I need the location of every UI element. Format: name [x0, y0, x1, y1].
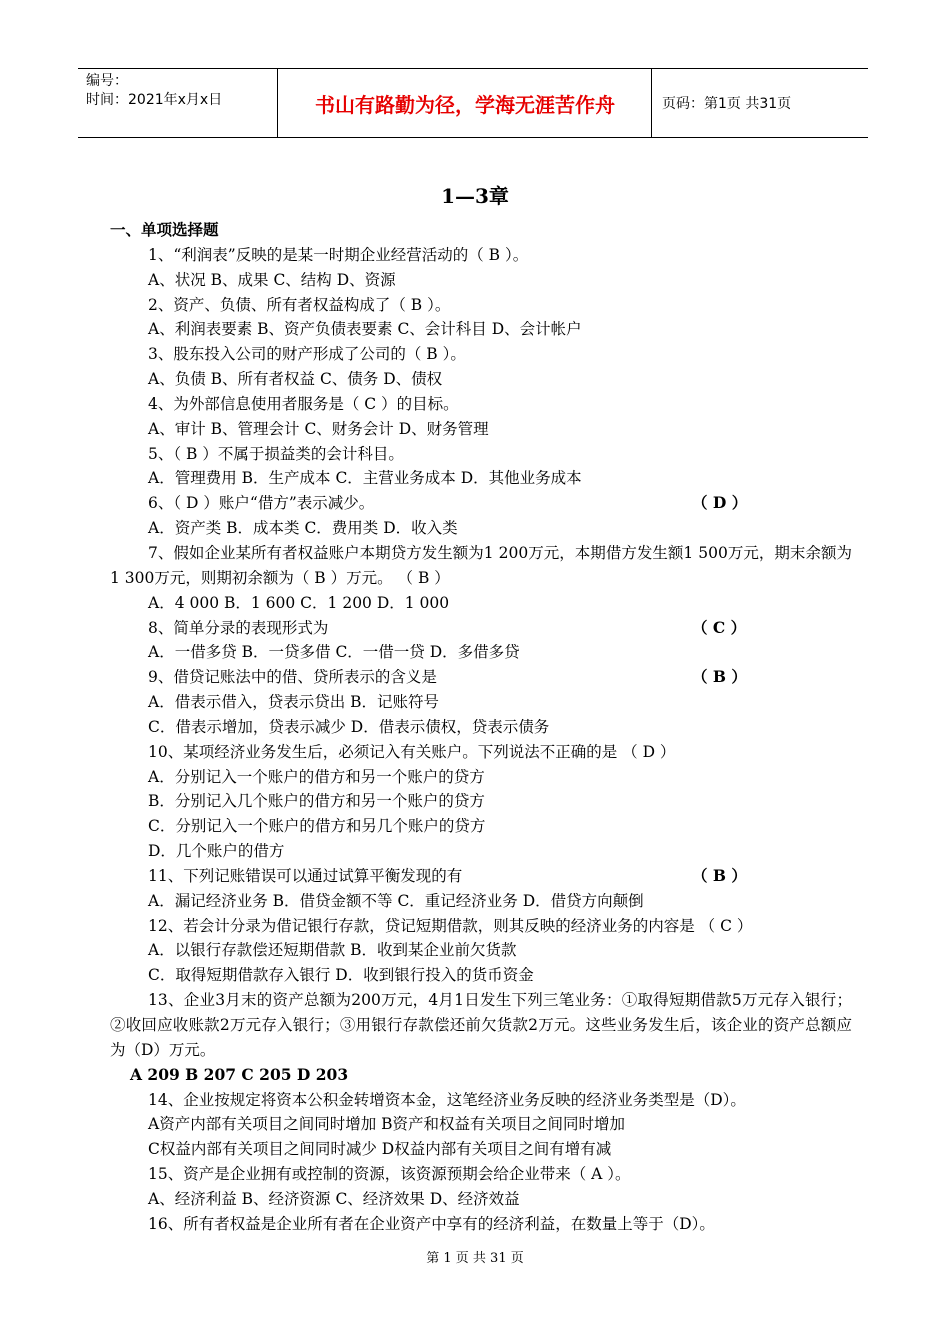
text-line — [110, 963, 852, 988]
line-text: 6、（ D ）账户“借方”表示减少。 — [148, 494, 375, 513]
text-line — [110, 690, 852, 715]
text-line — [110, 243, 852, 268]
answer-bracket: （ B ） — [692, 667, 747, 687]
line-text: A、负债 B、所有者权益 C、债务 D、债权 — [148, 370, 443, 389]
text-line — [110, 616, 852, 641]
line-text: 10、某项经济业务发生后，必须记入有关账户。下列说法不正确的是 （ D ） — [148, 742, 676, 761]
text-line — [110, 1187, 852, 1212]
text-line — [110, 1063, 852, 1088]
line-text: A．管理费用 B．生产成本 C．主营业务成本 D．其他业务成本 — [148, 469, 582, 488]
line-text: A．以银行存款偿还短期借款 B．收到某企业前欠货款 — [148, 941, 517, 960]
text-line — [110, 417, 852, 442]
text-line — [110, 268, 852, 293]
text-line — [110, 715, 852, 740]
line-text: C．取得短期借款存入银行 D．收到银行投入的货币资金 — [148, 966, 534, 985]
line-text: 5、（ B ）不属于损益类的会计科目。 — [148, 444, 404, 463]
text-line — [110, 367, 852, 392]
line-text: A．资产类 B．成本类 C．费用类 D．收入类 — [148, 519, 458, 538]
line-text: A．分别记入一个账户的借方和另一个账户的贷方 — [148, 767, 485, 786]
text-line — [110, 442, 852, 467]
text-line — [110, 1212, 852, 1237]
line-text: A．借表示借入，贷表示贷出 B．记账符号 — [148, 693, 440, 712]
line-text: A 209 B 207 C 205 D 203 — [130, 1064, 349, 1084]
header-motto: 书山有路勤为径，学海无涯苦作舟 — [279, 69, 652, 137]
section-heading: 一、单项选择题 — [110, 220, 219, 239]
text-line — [110, 889, 852, 914]
text-line — [110, 938, 852, 963]
text-line — [110, 1112, 852, 1137]
text-line — [110, 293, 852, 318]
line-text: 12、若会计分录为借记银行存款，贷记短期借款，则其反映的经济业务的内容是 （ C ） — [148, 916, 753, 935]
question-7: 7、假如企业某所有者权益账户本期贷方发生额为1 200万元，本期借方发生额1 500万元，期末余额为1 300万元，则期初余额为（ B ）万元。 （ B ） — [110, 543, 852, 587]
line-text: 1、“利润表”反映的是某一时期企业经营活动的（ B ）。 — [148, 245, 529, 264]
text-line — [110, 665, 852, 690]
chapter-title: 1—3章 — [441, 184, 509, 208]
line-text: C．分别记入一个账户的借方和另几个账户的贷方 — [148, 817, 486, 836]
answer-bracket: （ B ） — [692, 865, 747, 885]
line-text: B．分别记入几个账户的借方和另一个账户的贷方 — [148, 792, 485, 811]
line-text: A．一借多贷 B．一贷多借 C．一借一贷 D．多借多贷 — [148, 643, 520, 662]
text-line — [110, 864, 852, 889]
line-text: 4、为外部信息使用者服务是（ C ）的目标。 — [148, 394, 459, 413]
line-text: A、利润表要素 B、资产负债表要素 C、会计科目 D、会计帐户 — [148, 320, 582, 339]
text-line — [110, 591, 852, 616]
text-line — [110, 1088, 852, 1113]
question-block-2 — [110, 591, 852, 989]
line-text: A．漏记经济业务 B．借贷金额不等 C．重记经济业务 D．借贷方向颠倒 — [148, 891, 644, 910]
document-body — [110, 218, 852, 1237]
line-text: A资产内部有关项目之间同时增加 B资产和权益有关项目之间同时增加 — [148, 1115, 626, 1134]
line-text: 15、资产是企业拥有或控制的资源，该资源预期会给企业带来（ A ）。 — [148, 1165, 631, 1184]
text-line — [110, 342, 852, 367]
text-line — [110, 814, 852, 839]
line-text: 14、企业按规定将资本公积金转增资本金，这笔经济业务反映的经济业务类型是（D）。 — [148, 1090, 746, 1109]
question-13: 13、企业3月末的资产总额为200万元，4月1日发生下列三笔业务：①取得短期借款5万元存入银行；②收回应收账款2万元存入银行；③用银行存款偿还前欠货款2万元。这些业务发生后，该企业的资产总额应为（D）万元。 — [110, 991, 852, 1059]
text-line — [110, 392, 852, 417]
line-text: A、审计 B、管理会计 C、财务会计 D、财务管理 — [148, 419, 489, 438]
question-block-3 — [110, 1063, 852, 1237]
number-label: 编号： — [86, 73, 128, 89]
time-label: 时间：2021年x月x日 — [86, 92, 223, 108]
page-footer: 第 1 页 共 31 页 — [426, 1251, 524, 1266]
line-text: D．几个账户的借方 — [148, 842, 285, 861]
line-text: 2、资产、负债、所有者权益构成了（ B ）。 — [148, 295, 451, 314]
text-line — [110, 789, 852, 814]
header-page-info: 页码：第1页 共31页 — [662, 96, 792, 112]
line-text: A．4 000 B．1 600 C．1 200 D．1 000 — [148, 593, 450, 612]
text-line — [110, 1162, 852, 1187]
text-line — [110, 516, 852, 541]
answer-bracket: （ D ） — [692, 493, 748, 513]
text-line — [110, 640, 852, 665]
text-line — [110, 317, 852, 342]
line-text: 8、简单分录的表现形式为 — [148, 618, 329, 637]
question-block-1 — [110, 243, 852, 541]
line-text: A、状况 B、成果 C、结构 D、资源 — [148, 270, 396, 289]
text-line — [110, 839, 852, 864]
line-text: 11、下列记账错误可以通过试算平衡发现的有 — [148, 866, 463, 885]
text-line — [110, 740, 852, 765]
line-text: C权益内部有关项目之间同时减少 D权益内部有关项目之间有增有减 — [148, 1140, 612, 1159]
document-header — [78, 68, 868, 138]
line-text: C．借表示增加，贷表示减少 D．借表示债权，贷表示债务 — [148, 717, 550, 736]
text-line — [110, 466, 852, 491]
answer-bracket: （ C ） — [692, 617, 747, 637]
text-line — [110, 491, 852, 516]
text-line — [110, 914, 852, 939]
text-line — [110, 1137, 852, 1162]
text-line — [110, 765, 852, 790]
line-text: 3、股东投入公司的财产形成了公司的（ B ）。 — [148, 345, 466, 364]
line-text: 16、所有者权益是企业所有者在企业资产中享有的经济利益，在数量上等于（D）。 — [148, 1214, 715, 1233]
line-text: A、经济利益 B、经济资源 C、经济效果 D、经济效益 — [148, 1189, 520, 1208]
header-meta-cell — [78, 69, 278, 137]
line-text: 9、借贷记账法中的借、贷所表示的含义是 — [148, 668, 437, 687]
